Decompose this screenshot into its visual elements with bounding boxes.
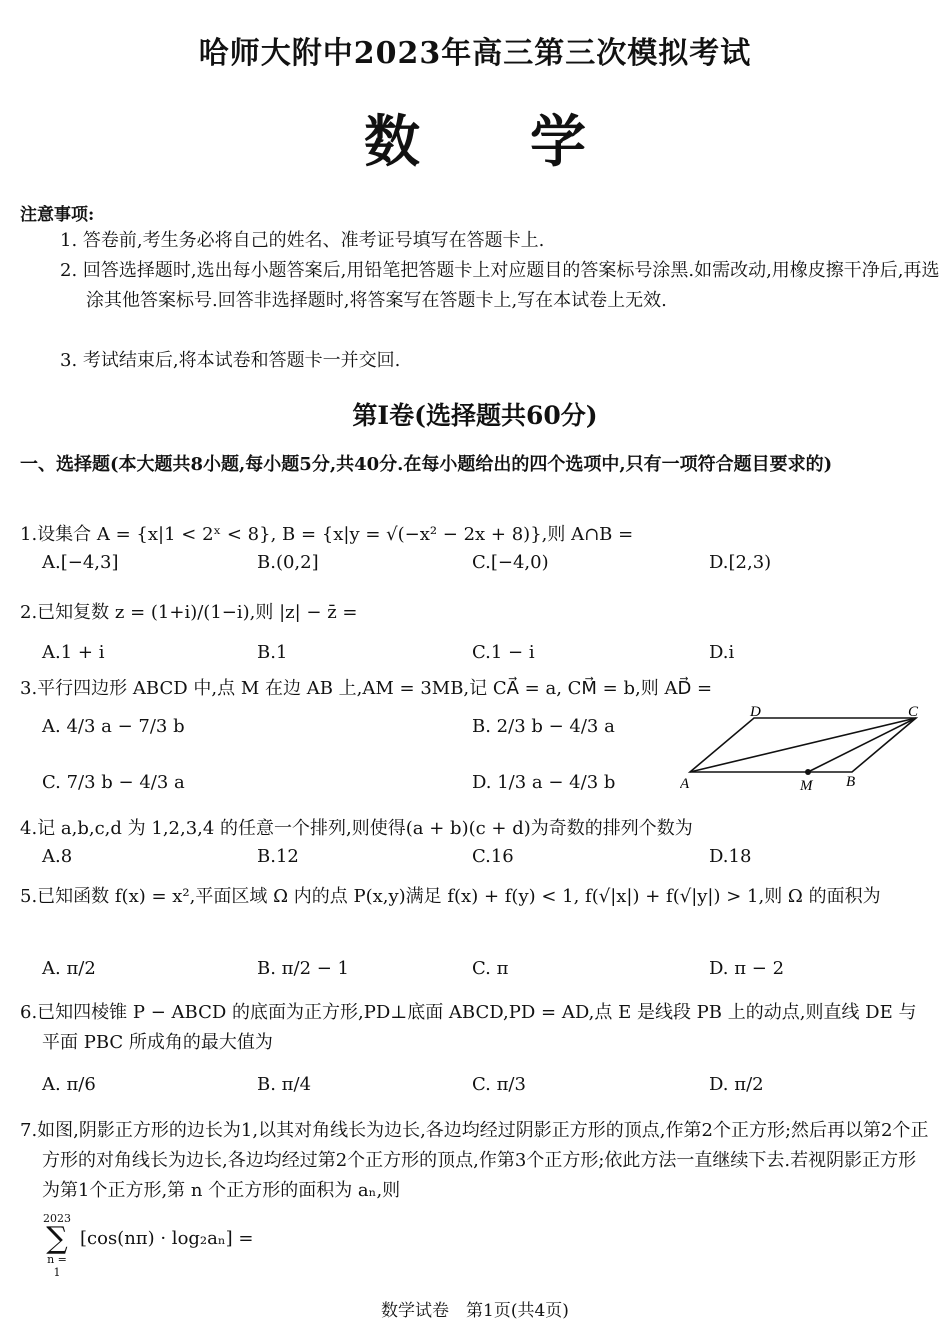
- option-b: B. 2/3 b − 4/3 a: [472, 716, 615, 737]
- option-d: D. π − 2: [709, 958, 785, 979]
- option-d: D. π/2: [709, 1074, 764, 1095]
- option-c: C.1 − i: [472, 642, 535, 663]
- question-3: 3.平行四边形 ABCD 中,点 M 在边 AB 上,AM = 3MB,记 CA⃗ = a, CM⃗ = b,则 AD⃗ =: [20, 678, 713, 699]
- option-b: B.(0,2]: [257, 552, 319, 573]
- option-b: B.12: [257, 846, 299, 867]
- sum-body: [cos(nπ) · log₂aₙ] =: [80, 1228, 254, 1249]
- notice-item-1: 1. 答卷前,考生务必将自己的姓名、准考证号填写在答题卡上.: [60, 230, 545, 251]
- question-1: 1.设集合 A = {x|1 < 2ˣ < 8}, B = {x|y = √(−x² − 2x + 8)},则 A∩B =: [20, 524, 634, 545]
- option-d: D. 1/3 a − 4/3 b: [472, 772, 616, 793]
- question-2: 2.已知复数 z = (1+i)/(1−i),则 |z| − z̄ =: [20, 602, 358, 623]
- page-footer: 数学试卷 第1页(共4页): [381, 1301, 569, 1321]
- option-d: D.18: [709, 846, 752, 867]
- question-4-options: [42, 846, 922, 876]
- label-c: C: [908, 706, 919, 720]
- option-c: C. π: [472, 958, 509, 979]
- option-b: B. π/2 − 1: [257, 958, 349, 979]
- option-a: A. π/2: [42, 958, 96, 979]
- parallelogram-diagram: [680, 706, 930, 796]
- notice-heading: 注意事项:: [20, 205, 95, 225]
- option-a: A. π/6: [42, 1074, 96, 1095]
- option-a: A.1 + i: [42, 642, 105, 663]
- question-1-options: [42, 552, 922, 582]
- part-heading: 一、选择题(本大题共8小题,每小题5分,共40分.在每小题给出的四个选项中,只有一项符合题目要求的): [20, 454, 833, 475]
- question-6: 6.已知四棱锥 P − ABCD 的底面为正方形,PD⊥底面 ABCD,PD = AD,点 E 是线段 PB 上的动点,则直线 DE 与平面 PBC 所成角的最大值为: [20, 1002, 917, 1053]
- question-2-options: [42, 642, 922, 672]
- sum-upper: 2023: [43, 1212, 71, 1225]
- option-d: D.[2,3): [709, 552, 772, 573]
- label-b: B: [846, 774, 856, 790]
- diagonal-ca: [690, 718, 916, 772]
- section-title: 第Ⅰ卷(选择题共60分): [352, 401, 598, 430]
- parallelogram-figure: [680, 706, 930, 796]
- label-m: M: [800, 778, 813, 794]
- option-c: C. 7/3 b − 4/3 a: [42, 772, 185, 793]
- label-a: A: [680, 776, 690, 792]
- question-4: 4.记 a,b,c,d 为 1,2,3,4 的任意一个排列,则使得(a + b)(c + d)为奇数的排列个数为: [20, 818, 693, 839]
- option-a: A. 4/3 a − 7/3 b: [42, 716, 185, 737]
- question-7: 7.如图,阴影正方形的边长为1,以其对角线长为边长,各边均经过阴影正方形的顶点,作第2个正方形;然后再以第2个正方形的对角线长为边长,各边均经过第2个正方形的顶点,作第3个正方形;依此方法一直继续下去.若视阴影正方形为第1个正方形,第 n 个正方形的面积为 aₙ,则: [20, 1120, 929, 1201]
- option-b: B. π/4: [257, 1074, 312, 1095]
- subject-title: 数学: [364, 109, 696, 175]
- option-a: A.[−4,3]: [42, 552, 119, 573]
- exam-title: 哈师大附中2023年高三第三次模拟考试: [198, 36, 752, 71]
- question-5: 5.已知函数 f(x) = x²,平面区域 Ω 内的点 P(x,y)满足 f(x) + f(y) < 1, f(√|x|) + f(√|y|) > 1,则 Ω 的面积为: [20, 886, 881, 907]
- sum-lower: n = 1: [47, 1253, 67, 1279]
- option-a: A.8: [42, 846, 73, 867]
- option-b: B.1: [257, 642, 288, 663]
- question-5-options: [42, 958, 922, 988]
- point-m: [805, 769, 811, 775]
- option-c: C.[−4,0): [472, 552, 549, 573]
- option-c: C. π/3: [472, 1074, 526, 1095]
- label-d: D: [750, 706, 761, 720]
- sigma-symbol: 2023 ∑ n = 1: [43, 1212, 71, 1279]
- option-d: D.i: [709, 642, 735, 663]
- notice-item-3: 3. 考试结束后,将本试卷和答题卡一并交回.: [60, 350, 401, 371]
- question-6-options: [42, 1074, 922, 1104]
- option-c: C.16: [472, 846, 514, 867]
- notice-item-2: 2. 回答选择题时,选出每小题答案后,用铅笔把答题卡上对应题目的答案标号涂黑.如需改动,用橡皮擦干净后,再选涂其他答案标号.回答非选择题时,将答案写在答题卡上,写在本试卷上无效.: [60, 260, 940, 311]
